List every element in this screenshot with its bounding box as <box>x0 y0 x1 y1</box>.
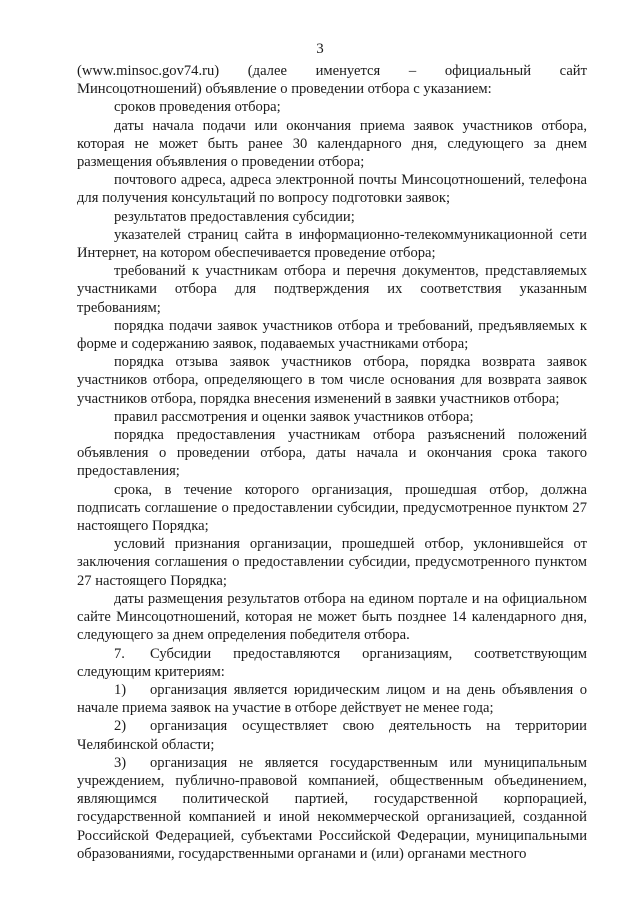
clause-text: организация не является государственным или муниципальным учреждением, публично-правовой компанией, общественным объединением, являющимся политической партией, государственной корпорацией, государственной компанией и иной некоммерческой организацией, созданной Российской Федерацией, субъектами Российской Федерации, муниципальными образованиями, государственными органами и (или) органами местного <box>77 754 587 862</box>
clause-number: 3) <box>114 754 127 771</box>
list-item: порядка подачи заявок участников отбора и требований, предъявляемых к форме и содержанию заявок, подаваемых участниками отбора; <box>77 317 587 353</box>
document-body <box>77 62 587 863</box>
list-item: условий признания организации, прошедшей отбор, уклонившейся от заключения соглашения о предоставлении субсидии, предусмотренного пунктом 27 настоящего Порядка; <box>77 536 587 589</box>
page-number: 3 <box>316 41 324 57</box>
numbered-clause <box>77 717 587 753</box>
list-item: даты начала подачи или окончания приема заявок участников отбора, которая не может быть ранее 30 календарного дня, следующего за днем размещения объявления о проведении отбора; <box>77 117 587 171</box>
list-item: сроков проведения отбора; <box>114 99 281 116</box>
list-item: почтового адреса, адреса электронной почты Минсоцотношений, телефона для получения консультаций по вопросу подготовки заявок; <box>77 172 587 207</box>
list-item: даты размещения результатов отбора на едином портале и на официальном сайте Минсоцотношений, которая не может быть позднее 14 календарного дня, следующего за днем определения победителя отбора. <box>77 590 587 644</box>
clause-text: организация осуществляет свою деятельность на территории Челябинской области; <box>77 718 587 753</box>
clause-number: 7. <box>114 645 125 662</box>
list-item: указателей страниц сайта в информационно-телекоммуникационной сети Интернет, на котором обеспечивается проведение отбора; <box>77 226 587 262</box>
clause-text: Субсидии предоставляются организациям, соответствующим следующим критериям: <box>77 645 587 680</box>
clause-number: 2) <box>114 718 127 735</box>
list-item: срока, в течение которого организация, прошедшая отбор, должна подписать соглашение о предоставлении субсидии, предусмотренное пунктом 27 настоящего Порядка; <box>77 481 587 535</box>
list-item: требований к участникам отбора и перечня документов, представляемых участниками отбора для подтверждения их соответствия указанным требованиям; <box>77 263 587 316</box>
numbered-clause <box>77 754 587 863</box>
list-item: порядка отзыва заявок участников отбора, порядка возврата заявок участников отбора, определяющего в том числе основания для возврата заявок участников отбора, порядка внесения изменений в заявки участников отбора; <box>77 354 587 407</box>
numbered-clause <box>77 681 587 717</box>
list-item: порядка предоставления участникам отбора разъяснений положений объявления о проведении отбора, даты начала и окончания срока такого предоставления; <box>77 427 587 480</box>
numbered-clause <box>77 645 587 681</box>
list-item: правил рассмотрения и оценки заявок участников отбора; <box>114 408 474 425</box>
clause-text: организация является юридическим лицом и на день объявления о начале приема заявок на участие в отборе действует не менее года; <box>77 681 587 717</box>
list-item: результатов предоставления субсидии; <box>114 208 355 225</box>
clause-number: 1) <box>114 681 127 698</box>
paragraph-continuation: (www.minsoc.gov74.ru) (далее именуется – официальный сайт Минсоцотношений) объявление о проведении отбора с указанием: <box>77 63 587 98</box>
